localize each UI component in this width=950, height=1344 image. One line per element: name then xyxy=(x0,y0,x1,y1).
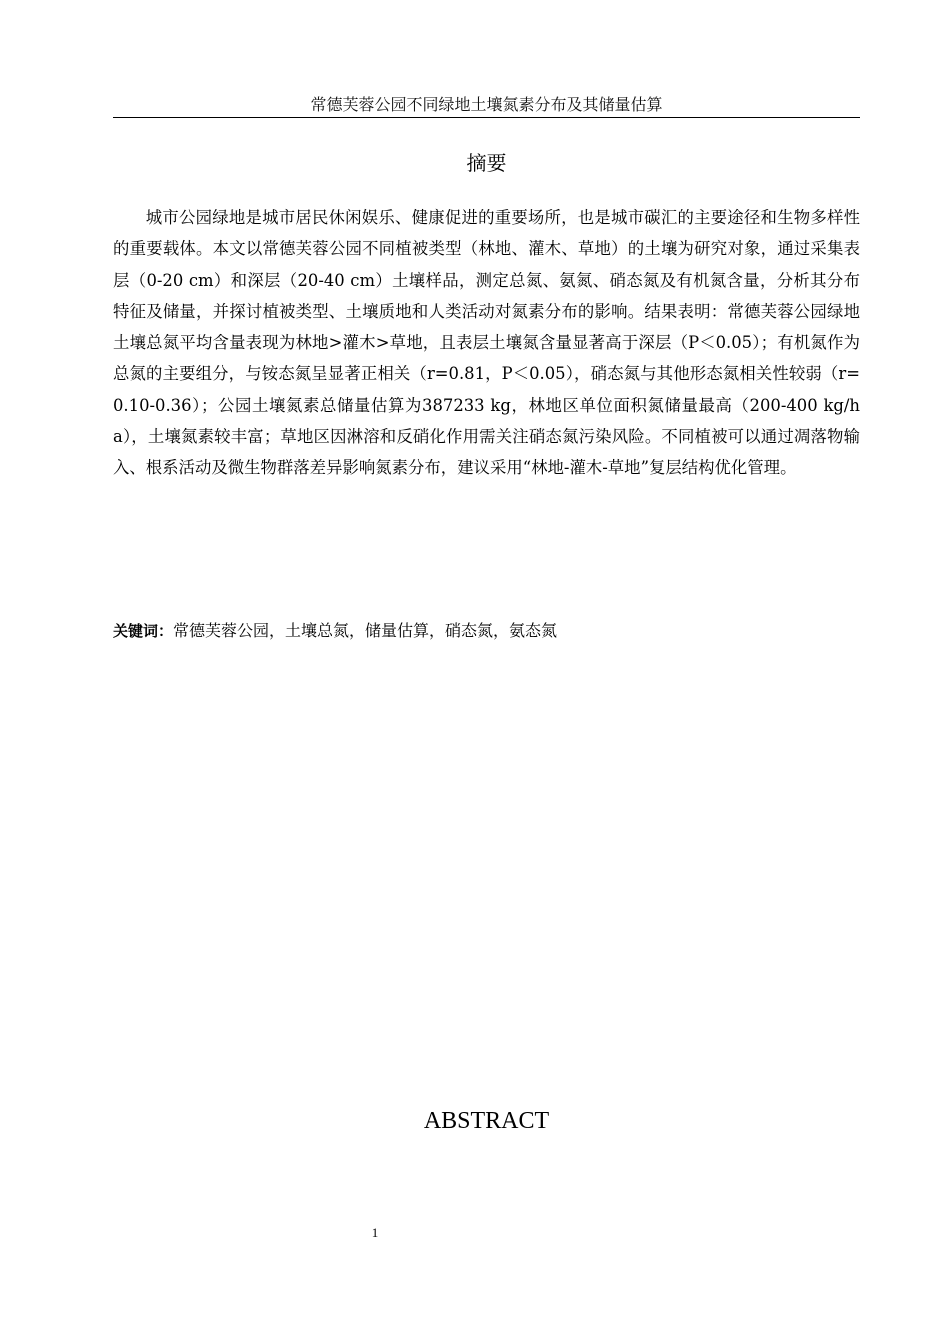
page-number: 1 xyxy=(371,1225,379,1240)
header-divider xyxy=(113,117,860,118)
running-header-title: 常德芙蓉公园不同绿地土壤氮素分布及其储量估算 xyxy=(310,95,663,114)
english-abstract-heading: ABSTRACT xyxy=(423,1108,550,1134)
abstract-heading: 摘要 xyxy=(466,151,507,175)
keywords-list: 常德芙蓉公园，土壤总氮，储量估算，硝态氮，氨态氮 xyxy=(173,621,558,640)
keywords-label: 关键词： xyxy=(113,622,174,640)
keywords-line xyxy=(113,617,860,645)
abstract-body: 城市公园绿地是城市居民休闲娱乐、健康促进的重要场所，也是城市碳汇的主要途径和生物多样性的重要载体。本文以常德芙蓉公园不同植被类型（林地、灌木、草地）的土壤为研究对象，通过采集表层（0-20 cm）和深层（20-40 cm）土壤样品，测定总氮、氨氮、硝态氮及有机氮含量，分析其分布特征及储量，并探讨植被类型、土壤质地和人类活动对氮素分布的影响。结果表明：常德芙蓉公园绿地土壤总氮平均含量表现为林地>灌木>草地，且表层土壤氮含量显著高于深层（P＜0.05）；有机氮作为总氮的主要组分，与铵态氮呈显著正相关（r=0.81，P＜0.05），硝态氮与其他形态氮相关性较弱（r=0.10-0.36）；公园土壤氮素总储量估算为387233 kg，林地区单位面积氮储量最高（200-400 kg/ha），土壤氮素较丰富；草地区因淋溶和反硝化作用需关注硝态氮污染风险。不同植被可以通过凋落物输入、根系活动及微生物群落差异影响氮素分布，建议采用“林地-灌木-草地”复层结构优化管理。 xyxy=(113,208,860,478)
